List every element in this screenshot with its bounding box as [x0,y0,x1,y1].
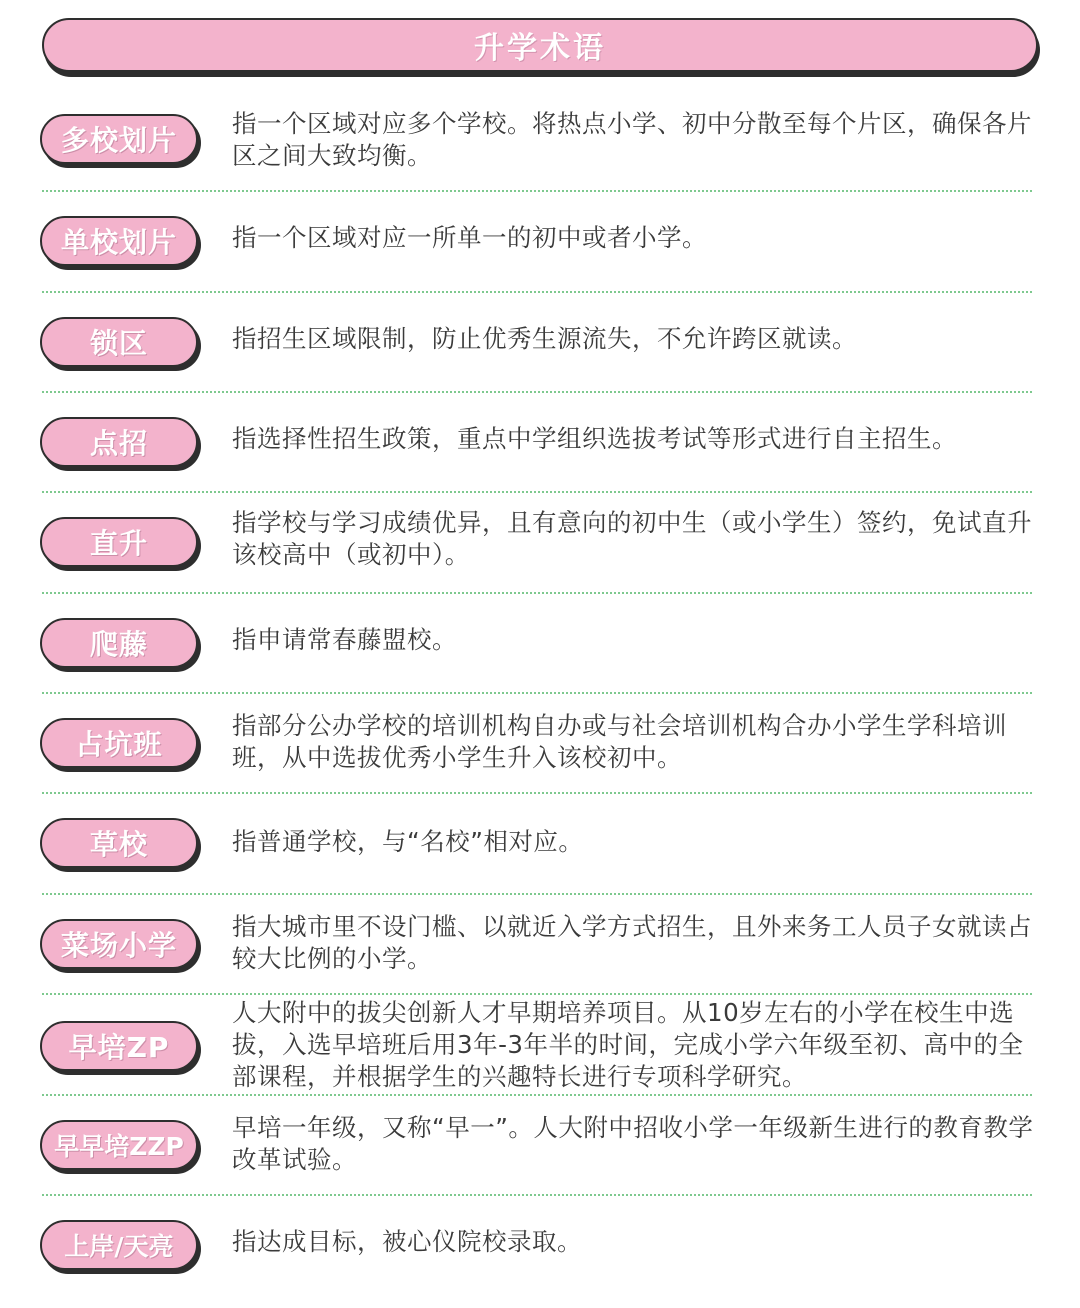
term-definition: 指一个区域对应一所单一的初中或者小学。 [232,223,707,252]
term-pill [40,618,198,668]
term-label: 上岸/天亮 [64,1232,174,1261]
term-label: 爬藤 [89,628,148,661]
header-banner [42,18,1038,72]
divider [42,491,1032,493]
term-label: 单校划片 [60,226,177,259]
term-definition: 指部分公办学校的培训机构自办或与社会培训机构合办小学生学科培训班，从中选拔优秀小学生升入该校初中。 [232,711,1007,772]
term-row-12 [0,1198,1080,1298]
term-row-1 [0,94,1080,194]
term-pill [40,317,198,367]
term-pill [40,818,198,868]
divider [42,1194,1032,1196]
page-title: 升学术语 [474,31,606,66]
term-pill [40,718,198,768]
term-row-6 [0,596,1080,696]
term-definition: 早培一年级，又称“早一”。人大附中招收小学一年级新生进行的教育教学改革试验。 [232,1113,1034,1174]
term-label: 直升 [89,527,148,560]
term-row-4 [0,395,1080,495]
divider [42,692,1032,694]
term-definition: 指招生区域限制，防止优秀生源流失，不允许跨区就读。 [232,324,857,353]
term-row-5 [0,495,1080,595]
term-label: 早培ZP [68,1031,170,1064]
divider [42,893,1032,895]
term-definition: 指普通学校，与“名校”相对应。 [232,827,584,856]
divider [42,190,1032,192]
term-row-7 [0,696,1080,796]
term-definition: 指申请常春藤盟校。 [232,625,457,654]
term-label: 锁区 [89,327,148,360]
term-row-10 [0,997,1080,1097]
term-definition: 指选择性招生政策，重点中学组织选拔考试等形式进行自主招生。 [232,424,957,453]
term-label: 多校划片 [60,124,177,157]
term-pill [40,216,198,266]
divider [42,592,1032,594]
term-row-3 [0,295,1080,395]
term-pill [40,919,198,969]
term-row-9 [0,897,1080,997]
term-definition: 指学校与学习成绩优异，且有意向的初中生（或小学生）签约，免试直升该校高中（或初中）。 [232,508,1032,569]
term-pill [40,417,198,467]
divider [42,1094,1032,1096]
term-pill [40,517,198,567]
term-label: 占坑班 [75,728,163,761]
term-definition: 指大城市里不设门槛、以就近入学方式招生，且外来务工人员子女就读占较大比例的小学。 [232,912,1032,973]
term-definition: 指一个区域对应多个学校。将热点小学、初中分散至每个片区，确保各片区之间大致均衡。 [232,109,1032,170]
term-row-2 [0,194,1080,294]
divider [42,993,1032,995]
term-pill [40,1220,198,1270]
term-label: 菜场小学 [60,929,177,962]
term-pill [40,1120,198,1170]
term-pill [40,1021,198,1071]
term-definition: 人大附中的拔尖创新人才早期培养项目。从10岁左右的小学在校生中选拔，入选早培班后用3年-3年半的时间，完成小学六年级至初、高中的全部课程，并根据学生的兴趣特长进行专项科学研究。 [232,998,1024,1091]
divider [42,391,1032,393]
term-label: 早早培ZZP [54,1132,184,1161]
term-row-8 [0,796,1080,896]
term-row-11 [0,1098,1080,1198]
term-label: 点招 [89,427,148,460]
divider [42,291,1032,293]
term-definition: 指达成目标，被心仪院校录取。 [232,1227,582,1256]
term-label: 草校 [89,828,148,861]
term-pill [40,114,198,164]
divider [42,792,1032,794]
